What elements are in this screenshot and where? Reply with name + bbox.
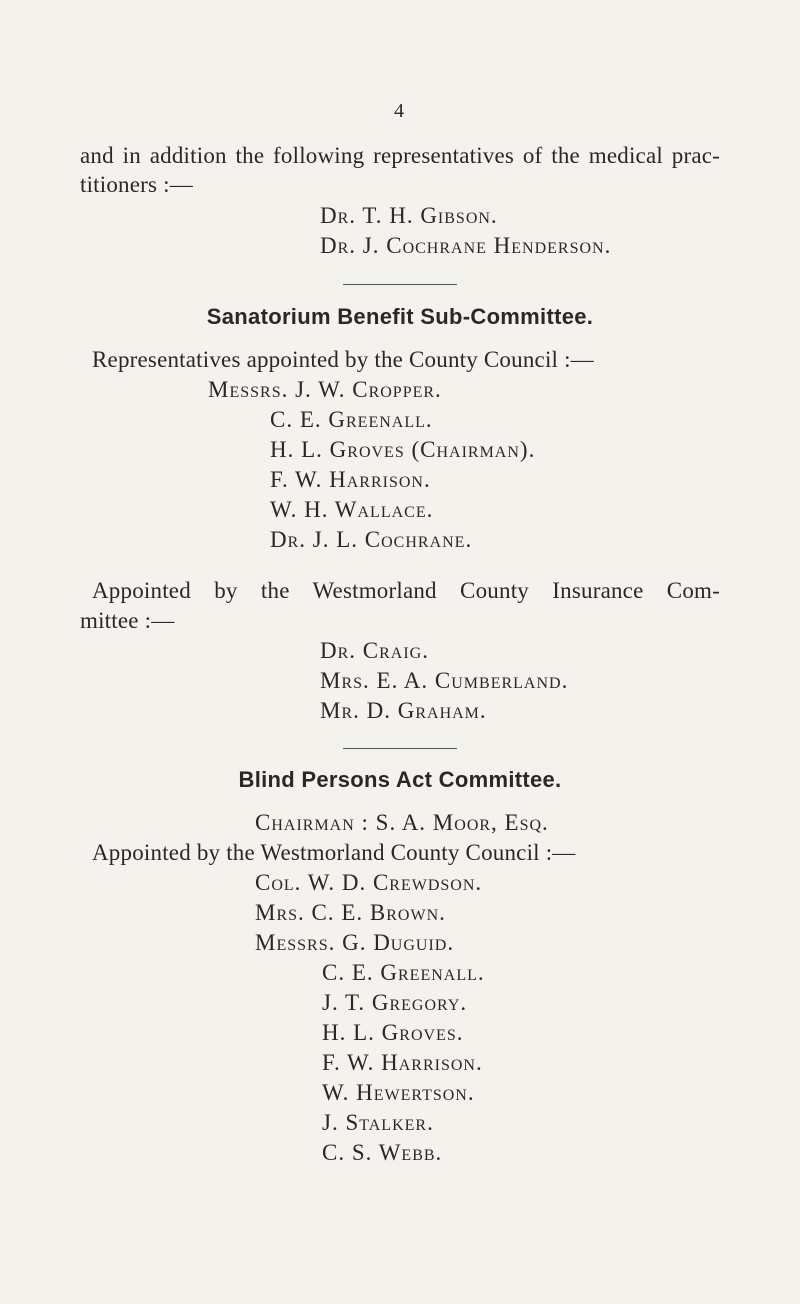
blind-member: Messrs. G. Duguid. bbox=[255, 930, 455, 955]
blind-member: Mrs. C. E. Brown. bbox=[255, 900, 446, 925]
page-number: 4 bbox=[394, 100, 404, 122]
intro-line-2: titioners :— bbox=[80, 172, 193, 197]
insurance-member: Mrs. E. A. Cumberland. bbox=[320, 668, 569, 693]
blind-member: Col. W. D. Crewdson. bbox=[255, 870, 483, 895]
blind-member: C. E. Greenall. bbox=[322, 960, 485, 985]
sanatorium-heading: Sanatorium Benefit Sub-Committee. bbox=[206, 304, 594, 329]
intro-name-1: Dr. T. H. Gibson. bbox=[320, 203, 498, 228]
insurance-member: Dr. Craig. bbox=[320, 638, 429, 663]
sanatorium-council-intro: Representatives appointed by the County Council :— bbox=[92, 347, 594, 372]
council-member: W. H. Wallace. bbox=[270, 497, 434, 522]
intro-line-1: and in addition the following representatives of the medical prac- bbox=[80, 143, 720, 168]
intro-name-2: Dr. J. Cochrane Henderson. bbox=[320, 233, 612, 258]
section-divider bbox=[343, 748, 457, 749]
council-member: F. W. Harrison. bbox=[270, 467, 431, 492]
blind-member: F. W. Harrison. bbox=[322, 1050, 483, 1075]
blind-member: J. Stalker. bbox=[322, 1110, 434, 1135]
council-member: C. E. Greenall. bbox=[270, 407, 433, 432]
insurance-intro-line-1: Appointed by the Westmorland County Insurance Com- bbox=[92, 578, 720, 603]
insurance-member: Mr. D. Graham. bbox=[320, 698, 487, 723]
blind-chairman: Chairman : S. A. Moor, Esq. bbox=[255, 810, 549, 835]
council-member: Messrs. J. W. Cropper. bbox=[208, 377, 442, 402]
blind-member: H. L. Groves. bbox=[322, 1020, 464, 1045]
blind-member: C. S. Webb. bbox=[322, 1140, 443, 1165]
blind-member: J. T. Gregory. bbox=[322, 990, 468, 1015]
blind-heading: Blind Persons Act Committee. bbox=[238, 767, 562, 792]
insurance-intro-line-2: mittee :— bbox=[80, 608, 175, 633]
blind-council-intro: Appointed by the Westmorland County Council :— bbox=[92, 840, 576, 865]
council-member: H. L. Groves (Chairman). bbox=[270, 437, 536, 462]
section-divider bbox=[343, 284, 457, 285]
blind-member: W. Hewertson. bbox=[322, 1080, 475, 1105]
council-member: Dr. J. L. Cochrane. bbox=[270, 527, 473, 552]
